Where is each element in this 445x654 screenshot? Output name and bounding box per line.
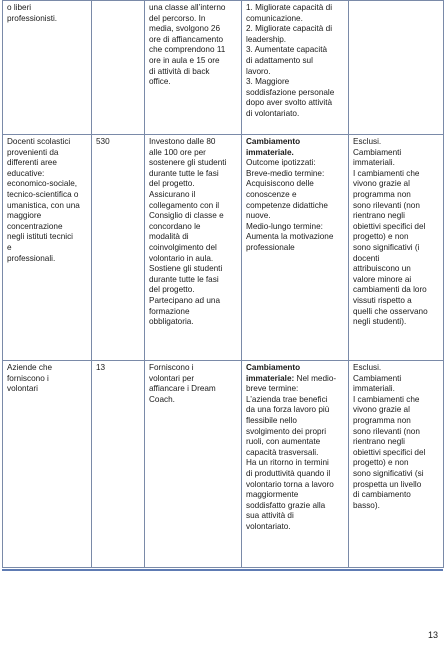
text-line: progetto) e non: [353, 232, 409, 242]
text-line: rientrano negli: [353, 211, 405, 221]
text-line: lavoro.: [246, 66, 271, 76]
stakeholder-table: [2, 0, 444, 568]
text-line: coinvolgimento del: [149, 242, 217, 252]
text-line: Acquisiscono delle: [246, 179, 314, 189]
change-cell: [242, 1, 349, 135]
text-line: che comprendono 11: [149, 45, 226, 55]
text-line: durante tutte le fasi: [149, 274, 219, 284]
text-line: nuove.: [246, 211, 271, 221]
text-line: progetto) e non: [353, 458, 409, 468]
text-line: formazione: [149, 306, 190, 316]
text-line: media, svolgono 26: [149, 24, 221, 34]
text-line: collegamento con il: [149, 200, 220, 210]
text-line: sono rilevanti (non: [353, 426, 420, 436]
text-line: del percorso. In: [149, 13, 206, 23]
text-line: maggiore: [7, 211, 42, 221]
activity-cell: [145, 135, 242, 361]
text-line: provenienti da: [7, 147, 59, 157]
text-line: volontari: [7, 384, 38, 394]
number-cell: [92, 361, 145, 568]
text-line: modalità di: [149, 232, 189, 242]
text-line: Esclusi.: [353, 137, 382, 146]
text-line: Cambiamenti: [353, 147, 402, 157]
text-line: L’azienda trae benefici: [246, 394, 328, 404]
text-line: affiancare i Dream: [149, 384, 216, 394]
text-line: volontariato.: [246, 521, 291, 531]
change-heading-normal: Nel medio-: [294, 373, 337, 383]
text-line: di produttività quando il: [246, 468, 331, 478]
text-line: svolgimento dei propri: [246, 426, 327, 436]
change-cell: [242, 361, 349, 568]
table-bottom-rule: [2, 569, 443, 571]
text-line: di cambiamento: [353, 490, 411, 500]
text-line: Medio-lungo termine:: [246, 221, 323, 231]
change-body: [246, 384, 345, 532]
text-line: immateriali.: [353, 384, 395, 394]
text-line: ore in aula e 15 ore: [149, 55, 220, 65]
text-line: cambiamenti da loro: [353, 285, 427, 295]
text-line: del progetto.: [149, 179, 195, 189]
number-value: 13: [96, 363, 106, 372]
text-line: vivono grazie al: [353, 405, 410, 415]
text-line: concentrazione: [7, 221, 63, 231]
text-line: soddisfatto grazie alla: [246, 500, 326, 510]
change-heading: [246, 363, 345, 374]
text-line: di adattamento sul: [246, 55, 313, 65]
text-line: Esclusi.: [353, 363, 382, 372]
text-line: sostenere gli studenti: [149, 158, 227, 168]
text-line: sono significativi (i: [353, 242, 420, 252]
text-line: di volontariato.: [246, 108, 300, 118]
notes-cell: [349, 361, 444, 568]
text-line: comunicazione.: [246, 13, 303, 23]
change-body: [246, 158, 345, 253]
text-line: durante tutte le fasi: [149, 168, 219, 178]
text-line: basso).: [353, 500, 380, 510]
text-line: sono significativi (si: [353, 468, 424, 478]
text-line: professionisti.: [7, 13, 58, 23]
text-line: flessibile nello: [246, 415, 297, 425]
text-line: 3. Maggiore: [246, 77, 290, 87]
page-number: 13: [427, 630, 438, 640]
text-line: alle 100 ore per: [149, 147, 206, 157]
number-cell: [92, 135, 145, 361]
table-row: [3, 135, 444, 361]
text-line: obbligatoria.: [149, 317, 194, 327]
text-line: vivono grazie al: [353, 179, 410, 189]
change-heading: [246, 137, 345, 158]
text-line: Outcome ipotizzati:: [246, 158, 316, 168]
text-line: soddisfazione personale: [246, 87, 335, 97]
text-line: capacità trasversali.: [246, 447, 319, 457]
text-line: 3. Aumentate capacità: [246, 45, 328, 55]
text-line: obiettivi specifici del: [353, 447, 426, 457]
table-body: [3, 1, 444, 568]
text-line: attribuiscono un: [353, 264, 411, 274]
text-line: sua attività di: [246, 511, 294, 521]
text-line: Cambiamenti: [353, 373, 402, 383]
change-heading-line: [246, 374, 345, 385]
text-line: educative:: [7, 168, 45, 178]
text-line: Cambiamento: [246, 137, 301, 146]
text-line: o liberi: [7, 3, 32, 12]
text-line: immateriale.: [246, 147, 294, 157]
text-line: 1. Migliorate capacità di: [246, 3, 333, 12]
text-line: vissuti rispetto a: [353, 295, 412, 305]
stakeholder-cell: [3, 361, 92, 568]
text-line: volontari per: [149, 373, 195, 383]
text-line: programma non: [353, 415, 411, 425]
text-line: una classe all’interno: [149, 3, 226, 12]
text-line: ore di affiancamento: [149, 34, 224, 44]
text-line: Aziende che: [7, 363, 53, 372]
text-line: Cambiamento: [246, 363, 301, 372]
text-line: office.: [149, 77, 171, 87]
text-line: 2. Migliorate capacità di: [246, 24, 333, 34]
text-line: concordano le: [149, 221, 201, 231]
text-line: tecnico-scientifica o: [7, 189, 79, 199]
text-line: maggiormente: [246, 490, 299, 500]
text-line: Consiglio di classe e: [149, 211, 224, 221]
text-line: professionale: [246, 242, 295, 252]
text-line: Forniscono i: [149, 363, 194, 372]
text-line: del progetto.: [149, 285, 195, 295]
notes-cell: [349, 135, 444, 361]
text-line: differenti aree: [7, 158, 57, 168]
text-line: I cambiamenti che: [353, 168, 420, 178]
text-line: Partecipano ad una: [149, 295, 221, 305]
number-value: 530: [96, 137, 110, 146]
text-line: volontario in aula.: [149, 253, 214, 263]
activity-cell: [145, 361, 242, 568]
change-cell: [242, 135, 349, 361]
text-line: valore minore ai: [353, 274, 412, 284]
text-line: breve termine:: [246, 384, 299, 394]
text-line: di attività di back: [149, 66, 210, 76]
text-line: docenti: [353, 253, 380, 263]
text-line: dopo aver svolto attività: [246, 98, 333, 108]
text-line: Sostiene gli studenti: [149, 264, 223, 274]
text-line: negli istituti tecnici: [7, 232, 73, 242]
text-line: professionali.: [7, 253, 56, 263]
text-line: obiettivi specifici del: [353, 221, 426, 231]
text-line: competenze didattiche: [246, 200, 328, 210]
table-row: [3, 361, 444, 568]
text-line: Aumenta la motivazione: [246, 232, 334, 242]
text-line: leadership.: [246, 34, 287, 44]
text-line: economico-sociale,: [7, 179, 78, 189]
table-row: [3, 1, 444, 135]
activity-cell: [145, 1, 242, 135]
text-line: conoscenze e: [246, 189, 297, 199]
text-line: Ha un ritorno in termini: [246, 458, 329, 468]
text-line: da una forza lavoro più: [246, 405, 330, 415]
stakeholder-cell: [3, 135, 92, 361]
text-line: Assicurano il: [149, 189, 196, 199]
text-line: forniscono i: [7, 373, 49, 383]
text-line: Investono dalle 80: [149, 137, 216, 146]
number-cell: [92, 1, 145, 135]
stakeholder-cell: [3, 1, 92, 135]
notes-cell: [349, 1, 444, 135]
text-line: sono rilevanti (non: [353, 200, 420, 210]
text-line: prospetta un livello: [353, 479, 422, 489]
text-line: umanistica, con una: [7, 200, 80, 210]
text-line: Docenti scolastici: [7, 137, 71, 146]
text-line: immateriali.: [353, 158, 395, 168]
text-line: volontario torna a lavoro: [246, 479, 334, 489]
text-line: I cambiamenti che: [353, 394, 420, 404]
text-line: quelli che osservano: [353, 306, 428, 316]
text-line: e: [7, 242, 12, 252]
text-line: rientrano negli: [353, 437, 405, 447]
change-heading-bold: immateriale:: [246, 373, 295, 383]
text-line: programma non: [353, 189, 411, 199]
text-line: Coach.: [149, 394, 175, 404]
text-line: Breve-medio termine:: [246, 168, 325, 178]
text-line: negli studenti).: [353, 317, 407, 327]
text-line: ruoli, con aumentate: [246, 437, 321, 447]
